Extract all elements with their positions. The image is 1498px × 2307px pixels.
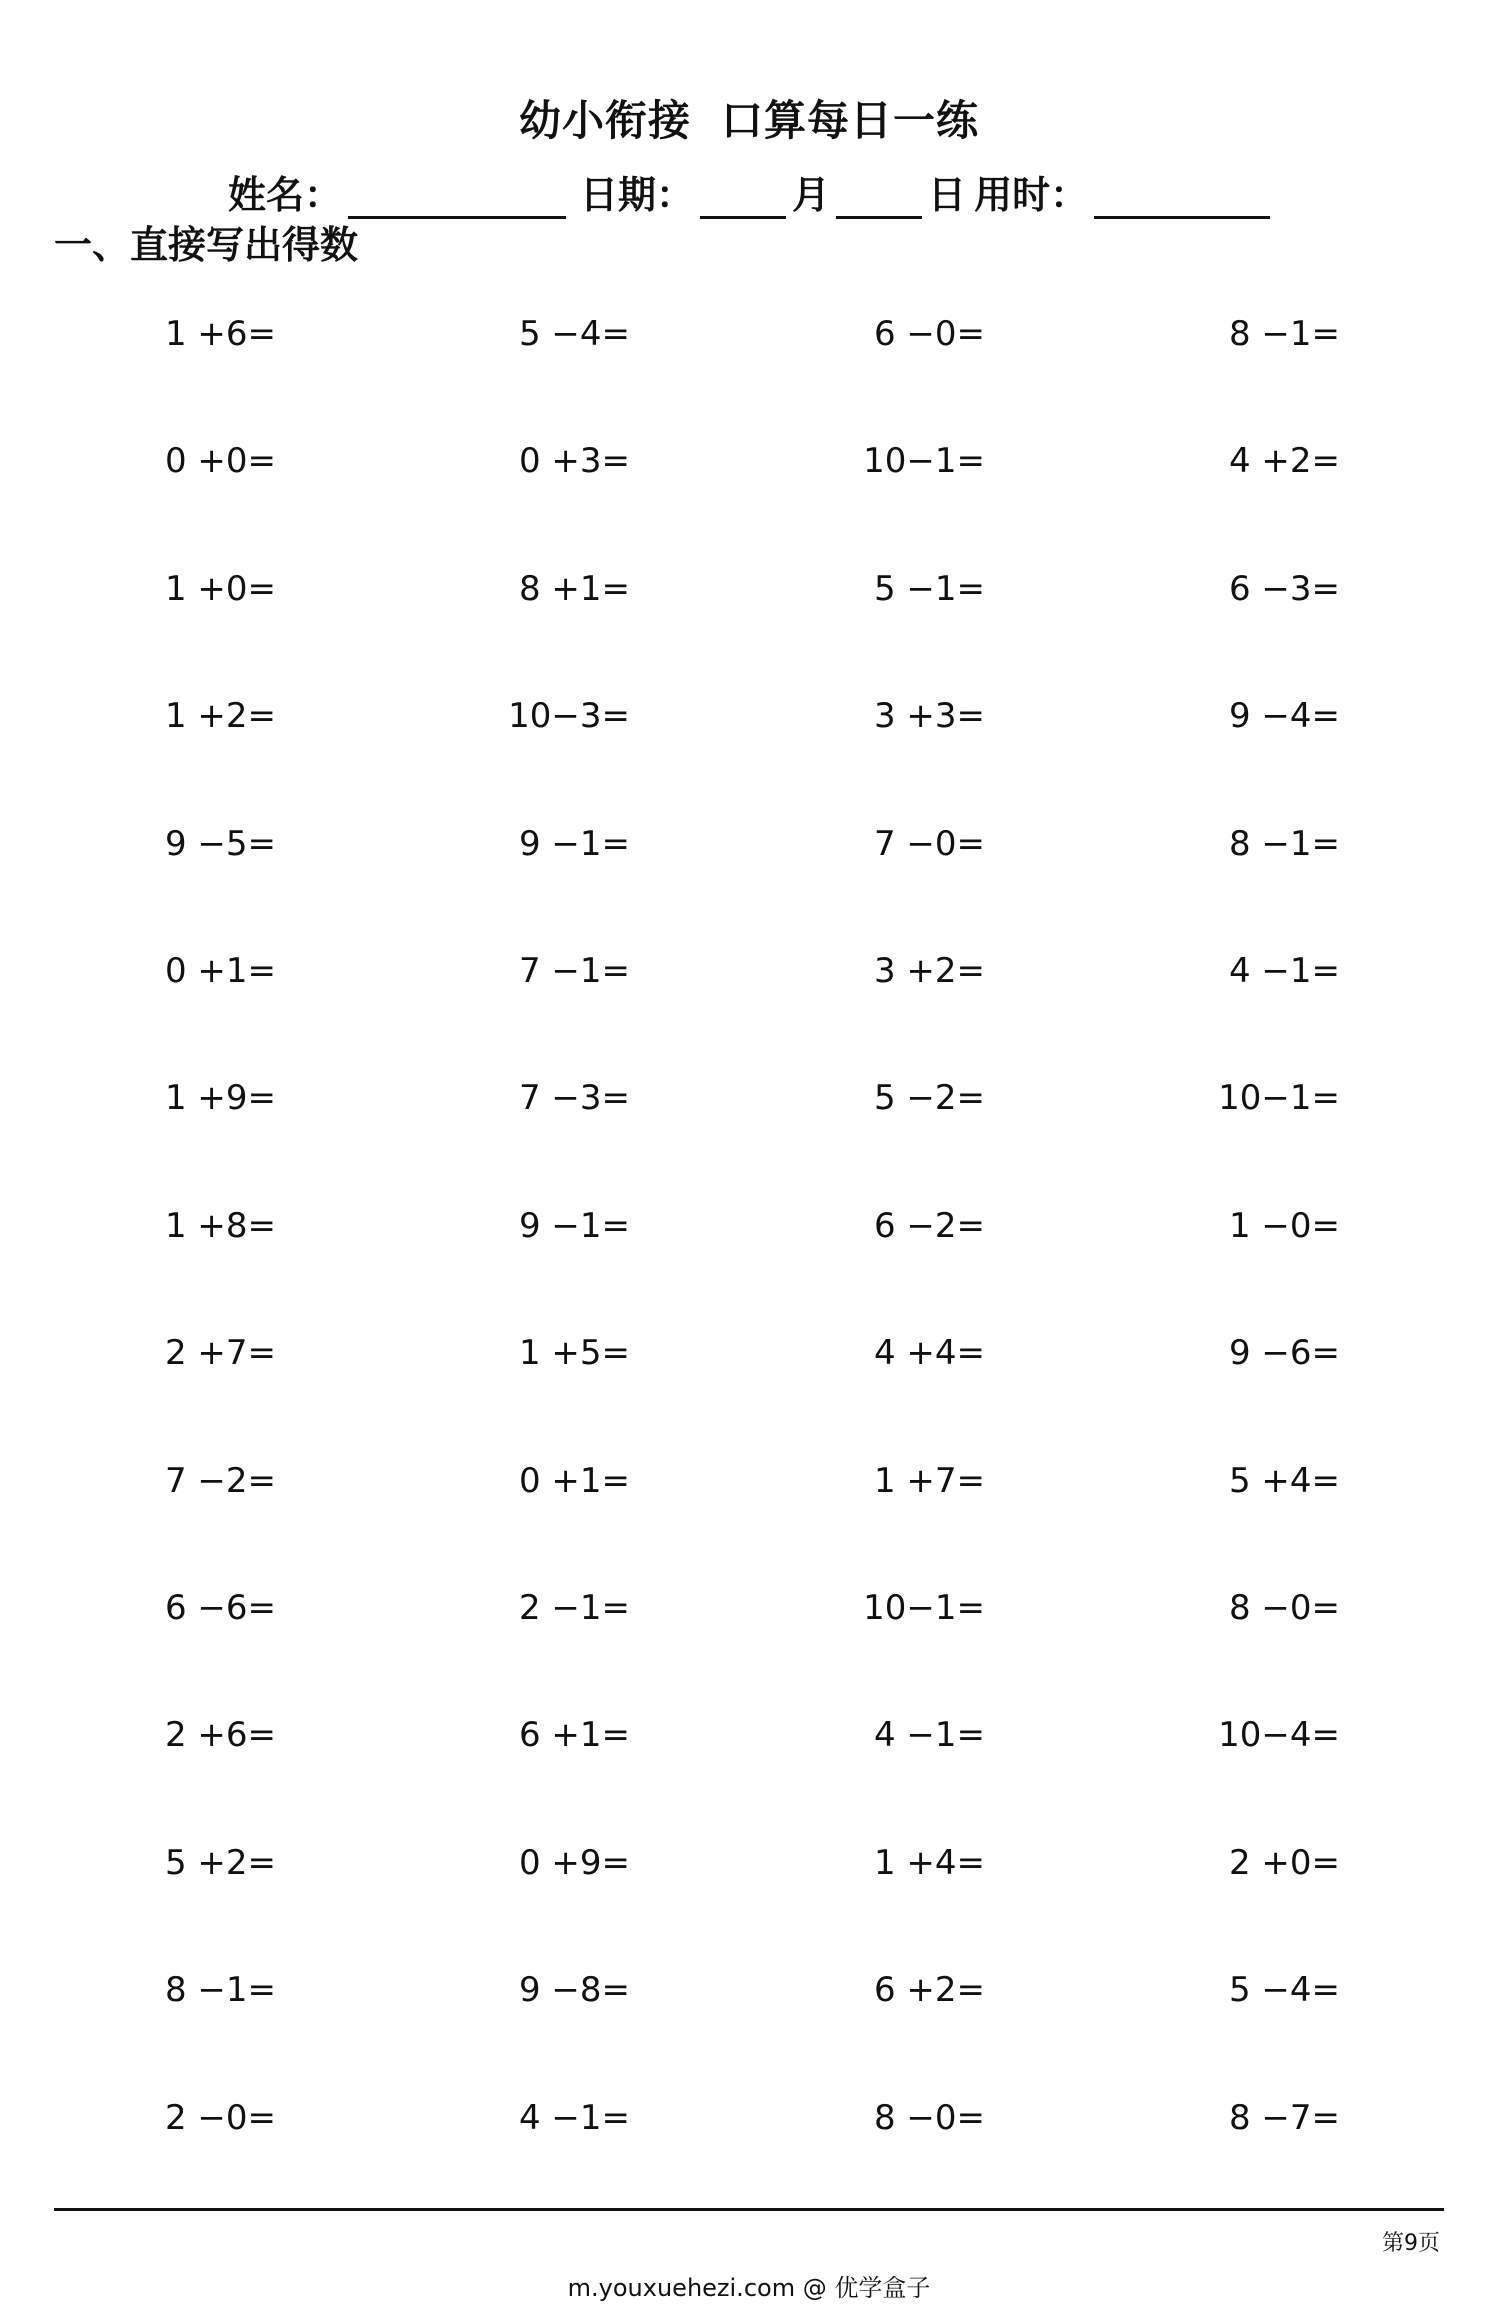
math-problem: 4 −1= — [1228, 951, 1340, 991]
math-problem: 6 −3= — [1228, 569, 1340, 609]
math-problem: 9 −5= — [164, 824, 276, 864]
math-problem: 3 +3= — [873, 696, 985, 736]
day-label: 日 — [928, 173, 967, 217]
month-blank[interactable] — [700, 182, 786, 219]
day-blank[interactable] — [836, 182, 922, 219]
math-problem: 6 +2= — [873, 1970, 985, 2010]
title-left: 幼小衔接 — [518, 96, 691, 145]
math-problem: 6 +1= — [518, 1715, 630, 1755]
math-problem: 8 +1= — [518, 569, 630, 609]
math-problem: 10−1= — [863, 1588, 985, 1628]
page-number: 第9页 — [1382, 2231, 1440, 2256]
math-problem: 8 −7= — [1228, 2098, 1340, 2138]
math-problem: 5 −1= — [873, 569, 985, 609]
title-right: 口算每日一练 — [721, 96, 980, 145]
math-problem: 10−3= — [508, 696, 630, 736]
problem-row — [0, 686, 1498, 746]
math-problem: 3 +2= — [873, 951, 985, 991]
math-problem: 1 −0= — [1228, 1206, 1340, 1246]
math-problem: 5 +4= — [1228, 1461, 1340, 1501]
math-problem: 10−4= — [1218, 1715, 1340, 1755]
math-problem: 9 −6= — [1228, 1333, 1340, 1373]
math-problem: 8 −0= — [873, 2098, 985, 2138]
math-problem: 4 +2= — [1228, 441, 1340, 481]
math-problem: 5 −2= — [873, 1078, 985, 1118]
math-problem: 1 +7= — [873, 1461, 985, 1501]
date-label: 日期： — [580, 173, 695, 217]
math-problem: 9 −4= — [1228, 696, 1340, 736]
problem-row — [0, 2088, 1498, 2148]
math-problem: 0 +1= — [518, 1461, 630, 1501]
problem-row — [0, 1833, 1498, 1893]
math-problem: 0 +3= — [518, 441, 630, 481]
time-label: 用时： — [974, 173, 1089, 217]
name-blank[interactable] — [348, 182, 566, 219]
student-info-line — [228, 164, 1276, 219]
problem-row — [0, 1323, 1498, 1383]
math-problem: 1 +6= — [164, 314, 276, 354]
math-problem: 6 −0= — [873, 314, 985, 354]
problem-row — [0, 1451, 1498, 1511]
math-problem: 8 −1= — [1228, 824, 1340, 864]
math-problem: 2 −0= — [164, 2098, 276, 2138]
site-watermark: m.youxuehezi.com @ 优学盒子 — [567, 2274, 931, 2302]
math-problem: 8 −1= — [164, 1970, 276, 2010]
math-problem: 1 +4= — [873, 1843, 985, 1883]
math-problem: 7 −0= — [873, 824, 985, 864]
math-problem: 0 +0= — [164, 441, 276, 481]
problem-row — [0, 559, 1498, 619]
problem-row — [0, 1960, 1498, 2020]
math-problem: 7 −3= — [518, 1078, 630, 1118]
problem-row — [0, 304, 1498, 364]
math-problem: 6 −6= — [164, 1588, 276, 1628]
math-problem: 1 +2= — [164, 696, 276, 736]
math-problem: 5 +2= — [164, 1843, 276, 1883]
math-problem: 9 −8= — [518, 1970, 630, 2010]
problem-row — [0, 1068, 1498, 1128]
worksheet-title — [0, 88, 1498, 148]
footer-divider — [54, 2208, 1444, 2211]
math-problem: 7 −2= — [164, 1461, 276, 1501]
math-problem: 6 −2= — [873, 1206, 985, 1246]
problem-row — [0, 941, 1498, 1001]
math-problem: 1 +0= — [164, 569, 276, 609]
math-problem: 1 +5= — [518, 1333, 630, 1373]
math-problem: 10−1= — [1218, 1078, 1340, 1118]
math-problem: 1 +9= — [164, 1078, 276, 1118]
math-problem: 8 −0= — [1228, 1588, 1340, 1628]
math-problem: 5 −4= — [1228, 1970, 1340, 2010]
time-blank[interactable] — [1094, 182, 1270, 219]
month-label: 月 — [792, 173, 831, 217]
math-problem: 10−1= — [863, 441, 985, 481]
math-problem: 2 −1= — [518, 1588, 630, 1628]
math-problem: 2 +0= — [1228, 1843, 1340, 1883]
math-problem: 0 +9= — [518, 1843, 630, 1883]
problem-row — [0, 1196, 1498, 1256]
math-problem: 4 −1= — [873, 1715, 985, 1755]
problem-row — [0, 431, 1498, 491]
problem-row — [0, 1578, 1498, 1638]
math-problem: 9 −1= — [518, 1206, 630, 1246]
math-problem: 5 −4= — [518, 314, 630, 354]
math-problem: 8 −1= — [1228, 314, 1340, 354]
math-problem: 2 +7= — [164, 1333, 276, 1373]
math-problem: 2 +6= — [164, 1715, 276, 1755]
math-problem: 0 +1= — [164, 951, 276, 991]
math-problem: 1 +8= — [164, 1206, 276, 1246]
math-problem: 7 −1= — [518, 951, 630, 991]
math-problem: 4 +4= — [873, 1333, 985, 1373]
problem-row — [0, 814, 1498, 874]
name-label: 姓名： — [228, 173, 343, 217]
math-problem: 4 −1= — [518, 2098, 630, 2138]
math-problem: 9 −1= — [518, 824, 630, 864]
section-heading: 一、直接写出得数 — [54, 223, 359, 267]
problem-row — [0, 1705, 1498, 1765]
